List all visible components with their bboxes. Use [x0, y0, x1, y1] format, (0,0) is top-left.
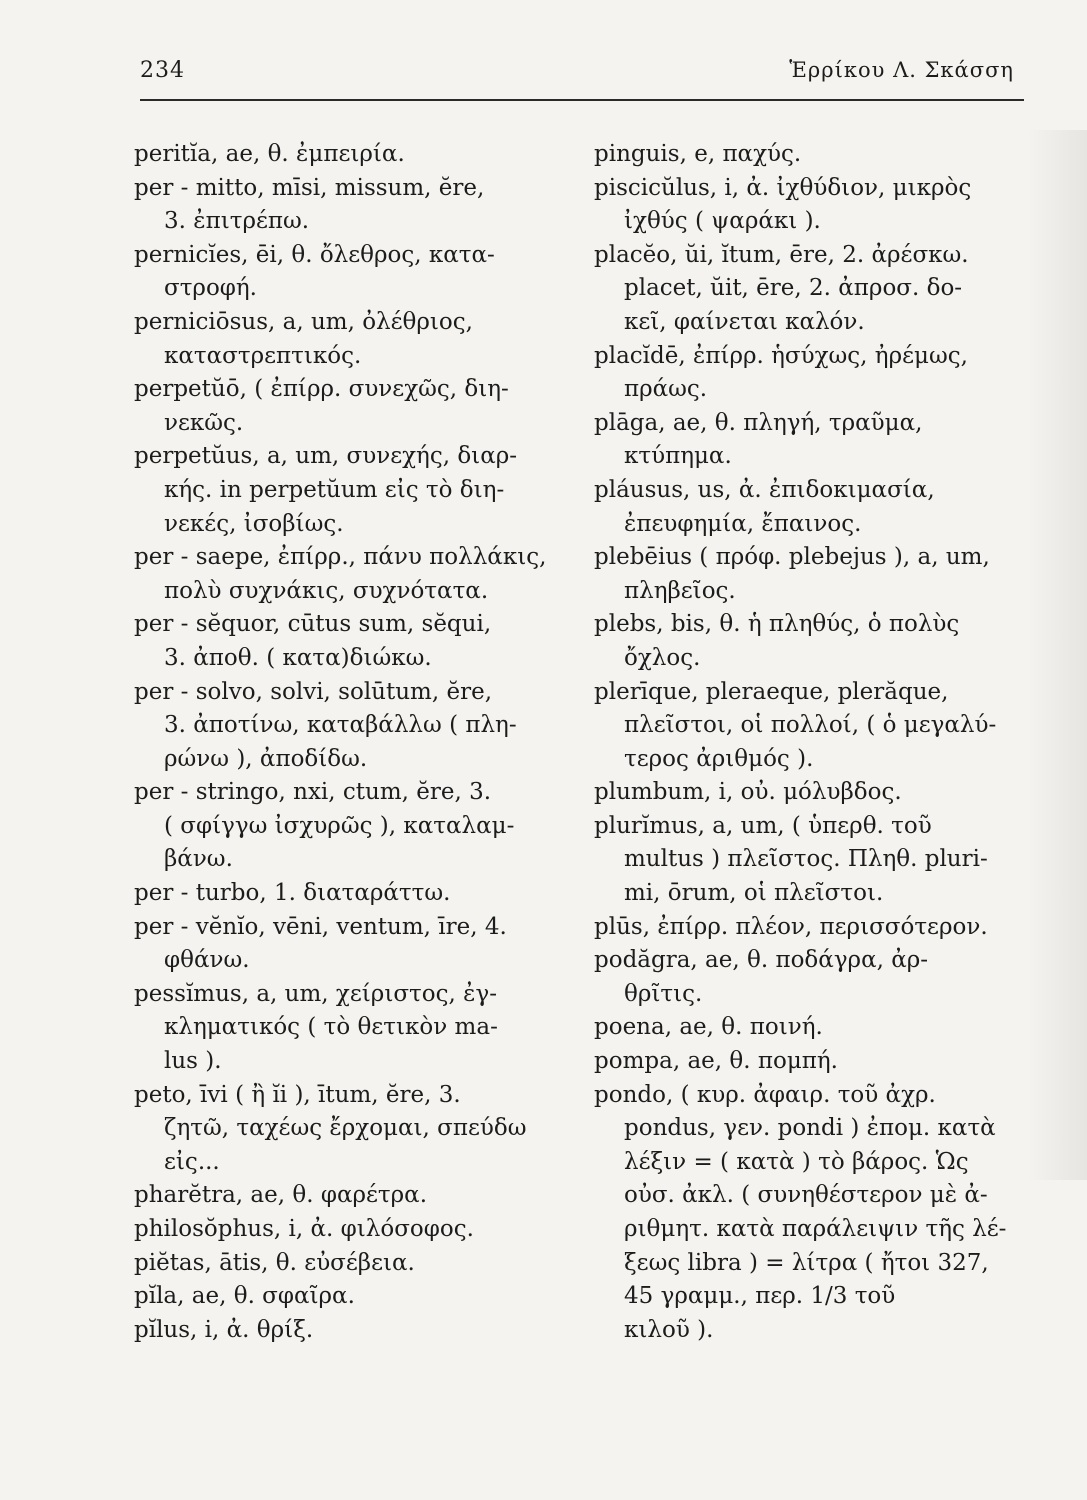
entry-line: per - vĕnĭo, vēni, ventum, īre, 4.: [134, 913, 507, 940]
entry-line: per - solvo, solvi, solūtum, ĕre,: [134, 678, 493, 705]
entry-line: φθάνω.: [164, 947, 250, 974]
entry-line: plumbum, i, οὐ. μόλυβδος.: [594, 779, 902, 806]
entry-line: plurĭmus, a, um, ( ὑπερθ. τοῦ: [594, 812, 932, 839]
entry-line: στροφή.: [164, 275, 257, 302]
entry-line: ρώνω ), ἀποδίδω.: [164, 745, 368, 772]
entry-line: podăgra, ae, θ. ποδάγρα, ἀρ-: [594, 947, 929, 974]
page-number: 234: [140, 58, 185, 83]
entry-line: perpetŭus, a, um, συνεχής, διαρ-: [134, 443, 518, 470]
entry-line: 45 γραμμ., περ. 1/3 τοῦ: [624, 1283, 896, 1310]
entry-line: κιλοῦ ).: [624, 1316, 714, 1343]
entry-line: ζητῶ, ταχέως ἔρχομαι, σπεύδω: [164, 1115, 527, 1142]
entry-line: πληβεῖος.: [624, 577, 736, 604]
entry-line: pondus, γεν. pondi ) ἐπομ. κατὰ: [624, 1115, 996, 1142]
entry-line: εἰς...: [164, 1148, 220, 1175]
entry-line: κεῖ, φαίνεται καλόν.: [624, 308, 865, 335]
entry-line: οὐσ. ἀκλ. ( συνηθέστερον μὲ ἀ-: [624, 1182, 988, 1209]
entry-line: 3. ἀποτίνω, καταβάλλω ( πλη-: [164, 712, 517, 739]
entry-line: poena, ae, θ. ποινή.: [594, 1014, 823, 1041]
entry-line: λέξιν = ( κατὰ ) τὸ βάρος. Ὡς: [624, 1148, 969, 1175]
entry-line: plerīque, pleraeque, plerăque,: [594, 678, 949, 705]
entry-line: perniciōsus, a, um, ὀλέθριος,: [134, 308, 473, 335]
entry-line: ριθμητ. κατὰ παράλειψιν τῆς λέ-: [624, 1216, 1007, 1242]
entry-line: pĭla, ae, θ. σφαῖρα.: [134, 1283, 355, 1310]
entry-line: νεκές, ἰσοβίως.: [164, 510, 344, 537]
entry-line: per - saepe, ἐπίρρ., πάνυ πολλάκις,: [134, 544, 547, 571]
entry-line: plebs, bis, θ. ἡ πληθύς, ὁ πολὺς: [594, 611, 960, 638]
entry-line: pĭlus, i, ἀ. θρίξ.: [134, 1316, 314, 1343]
entry-line: per - stringo, nxi, ctum, ĕre, 3.: [134, 779, 492, 806]
entry-line: pernicĭes, ēi, θ. ὄλεθρος, κατα-: [134, 241, 495, 268]
entry-line: peto, īvi ( ἢ ĭi ), ītum, ĕre, 3.: [134, 1081, 461, 1108]
entry-line: piĕtas, ātis, θ. εὐσέβεια.: [134, 1249, 415, 1276]
entry-line: multus ) πλεῖστος. Πληθ. pluri-: [624, 846, 988, 873]
entry-line: pompa, ae, θ. πομπή.: [594, 1048, 838, 1075]
entry-line: 3. ἐπιτρέπω.: [164, 208, 310, 235]
entry-line: τερος ἀριθμός ).: [624, 745, 814, 772]
running-title: Ἑρρίκου Λ. Σκάσση: [789, 58, 1014, 82]
entry-line: philosŏphus, i, ἀ. φιλόσοφος.: [134, 1216, 474, 1242]
entry-line: placĭdē, ἐπίρρ. ἡσύχως, ἠρέμως,: [594, 342, 968, 369]
right-column: [594, 138, 1026, 1347]
entry-line: 3. ἀποθ. ( κατα)διώκω.: [164, 644, 432, 671]
entry-line: placĕo, ŭi, ĭtum, ēre, 2. ἀρέσκω.: [594, 241, 969, 268]
entry-line: ἐπευφημία, ἔπαινος.: [624, 510, 862, 537]
entry-line: per - mitto, mīsi, missum, ĕre,: [134, 174, 485, 201]
entry-line: κής. in perpetŭum εἰς τὸ διη-: [164, 476, 505, 503]
left-column: [134, 138, 570, 1347]
entry-line: θρῖτις.: [624, 980, 703, 1007]
entry-line: placet, ŭit, ēre, 2. ἀπροσ. δο-: [624, 275, 963, 302]
entry-line: νεκῶς.: [164, 409, 244, 436]
entry-line: mi, ōrum, οἱ πλεῖστοι.: [624, 880, 884, 907]
entry-line: plāga, ae, θ. πληγή, τραῦμα,: [594, 409, 923, 436]
entry-line: peritĭa, ae, θ. ἐμπειρία.: [134, 141, 405, 167]
entry-line: πλεῖστοι, οἱ πολλοί, ( ὁ μεγαλύ-: [624, 712, 997, 739]
entry-line: πολὺ συχνάκις, συχνότατα.: [164, 577, 489, 604]
entry-line: καταστρεπτικός.: [164, 342, 362, 369]
facing-page-bleed: [1027, 130, 1087, 1180]
header-rule: [140, 99, 1024, 101]
entry-line: πράως.: [624, 376, 708, 403]
entry-line: pláusus, us, ἀ. ἐπιδοκιμασία,: [594, 476, 935, 503]
entry-line: ξεως libra ) = λίτρα ( ἤτοι 327,: [624, 1249, 989, 1276]
entry-line: piscicŭlus, i, ἀ. ἰχθύδιον, μικρὸς: [594, 174, 972, 201]
entry-line: lus ).: [164, 1048, 222, 1075]
entry-line: per - turbo, 1. διαταράττω.: [134, 880, 451, 907]
entry-line: βάνω.: [164, 846, 233, 873]
entry-line: pondo, ( κυρ. ἀφαιρ. τοῦ ἀχρ.: [594, 1081, 936, 1108]
entry-line: pinguis, e, παχύς.: [594, 141, 802, 167]
entry-line: plebēius ( πρόφ. plebejus ), a, um,: [594, 544, 990, 571]
entry-line: ( σφίγγω ἰσχυρῶς ), καταλαμ-: [164, 812, 515, 839]
entry-line: ὄχλος.: [624, 644, 701, 671]
page-header: [140, 58, 1020, 98]
entry-line: κτύπημα.: [624, 443, 732, 470]
entry-line: perpetŭō, ( ἐπίρρ. συνεχῶς, διη-: [134, 376, 509, 403]
entry-line: pessĭmus, a, um, χείριστος, ἐγ-: [134, 980, 497, 1007]
entry-line: per - sĕquor, cūtus sum, sĕqui,: [134, 611, 492, 638]
entry-line: plūs, ἐπίρρ. πλέον, περισσότερον.: [594, 913, 988, 940]
entry-line: κληματικός ( τὸ θετικὸν ma-: [164, 1014, 498, 1041]
entry-line: ἰχθύς ( ψαράκι ).: [624, 208, 821, 235]
entry-line: pharĕtra, ae, θ. φαρέτρα.: [134, 1182, 428, 1209]
